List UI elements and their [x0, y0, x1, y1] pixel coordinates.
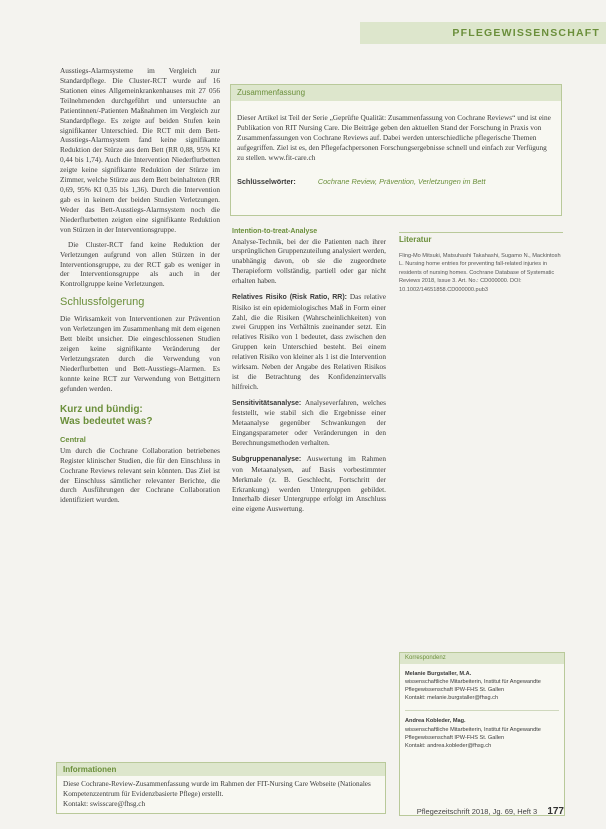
glossary-entry-subgroup: [232, 454, 386, 514]
glossary-definition-central: Um durch die Cochrane Collaboration betriebenes Register klinischer Studien, die für den Einschluss in Cochrane Reviews relevant sein könnten. Das Ziel ist der Einschluss sämtlicher relevanter Berichte, die durch Ausführungen der Cochrane Collaboration identifiziert wurden.: [60, 445, 220, 505]
literature-heading: Literatur: [399, 235, 432, 244]
left-column: [60, 66, 220, 510]
correspondence-name: Melanie Burgstaller, M.A.: [405, 671, 472, 677]
body-paragraph-results: Ausstiegs-Alarmsysteme im Vergleich zur Standardpflege. Die Cluster-RCT wurde auf 16 Stationen eines Allgemeinkrankenhauses mit 27 056 Teilnehmenden durchgeführt und untersuchte an Patientinnen/-Patienten Maßnahmen im Vergleich zur Standardpflege. Es zeigte auf beiden Stufen kein signifikanter Unterschied. Die RCT mit dem Bett-Ausstiegs-Alarmsystem fand keine signifikante Reduktion der Stürze aus dem Bett (RR 0,88, 95% KI 0,44 bis 1,74). Auch die Intervention Niederflurbetten zeigte keine signifikante Reduktion der Stürze im Zimmer, welche Stürze aus dem Bett beinhalteten (RR 0,69, 95% KI 0,35 bis 1,36). Durch die Intervention gab es in keinem der beiden Studien Verletzungen. Weder das Bett-Ausstiegs-Alarmsystem noch die Niederflurbetten zeigten eine signifikante Reduktion von Stürzen in der Interventionsgruppe.: [60, 66, 220, 234]
summary-box-title: Zusammenfassung: [231, 85, 561, 101]
correspondence-entry: [400, 664, 564, 702]
glossary-definition-sensitivity: Analyseverfahren, welches feststellt, wie stabil sich die Ergebnisse einer Metaanalyse gegenüber Schwankungen der Eingangsparameter oder Veränderungen in den Berechnungsmethoden verhalten.: [232, 397, 387, 448]
information-heading: Informationen: [57, 763, 385, 776]
correspondence-affiliation: wissenschaftliche Mitarbeiterin, Institut für Angewandte Pflegewissenschaft IPW-FHS St. Gallen: [405, 679, 541, 694]
keywords-label: Schlüsselwörter:: [237, 176, 296, 186]
correspondence-name: Andrea Kobleder, Mag.: [405, 718, 466, 725]
correspondence-contact: Kontakt: andrea.kobleder@fhsg.ch: [405, 742, 492, 749]
literature-box: [399, 232, 563, 343]
glossary-definition-subgroup: Auswertung im Rahmen von Metaanalysen, auf Basis vorbestimmter Merkmale (z. B. Geschlecht, Fortschritt der Erkrankung) werden Untergruppen gebildet. Innerhalb dieser Untergruppe erfolgt im Anschluss eine eigene Auswertung.: [232, 454, 386, 514]
glossary-entry-sensitivity: [232, 398, 386, 448]
summary-box-text: Dieser Artikel ist Teil der Serie „Geprüfte Qualität: Zusammenfassung von Cochrane Reviews“ und ist eine Publikation von RIT Nursing Care. Die Beiträge geben den aktuellen Stand der Forschung in Praxis von Zusammenfassungen von Cochrane Reviews auf. Dabei werden unterschiedliche pflegerische Themen aufgegriffen. Ziel ist es, den Pflegefachpersonen Forschungsergebnisse schnell und einfach zur Verfügung zu stellen. www.fit-care.ch: [237, 113, 551, 162]
keywords-value: Cochrane Review, Prävention, Verletzungen im Bett: [317, 176, 486, 186]
correspondence-contact: Kontakt: melanie.burgstaller@fhsg.ch: [405, 695, 499, 702]
glossary-term-sensitivity: Sensitivitätsanalyse:: [232, 399, 302, 407]
glossary-definition-rr: Das relative Risiko ist ein epidemiologisches Maß in Form einer Zahl, die die Risiken (Wahrscheinlichkeiten) von zwei Gruppen ins Verhältnis zueinander setzt. Ein relatives Risiko von 1 bedeutet, dass zwischen den Gruppen kein Unterschied besteht. Bei einem relativen Risiko von kleiner als 1 ist die Intervention wirksam. Neben der Angabe des Relativen Risikos ist die Betrachtung des Konfidenzintervalls hilfreich.: [232, 292, 386, 392]
glossary-term-rr: Relatives Risiko (Risk Ratio, RR):: [232, 294, 348, 302]
information-box: [56, 762, 386, 814]
keywords-row: [237, 177, 555, 186]
information-contact: Kontakt: swisscare@fhsg.ch: [63, 799, 146, 808]
glossary-entry-rr: [232, 292, 386, 392]
conclusion-paragraph: Die Wirksamkeit von Interventionen zur Prävention von Verletzungen im Zusammenhang mit dem eigenen Bett bleibt unsicher. Die eingeschlossenen Studien zeigen keine signifikante Veränderung der Verletzungsraten durch die Verwendung von Niederflurbetten und Bett-Ausstiegs-Alarmen. Es konnte keine RCT zur Verwendung von Bettgittern gefunden werden.: [60, 314, 220, 393]
correspondence-affiliation: wissenschaftliche Mitarbeiterin, Institut für Angewandte Pflegewissenschaft IPW-FHS St. Gallen: [405, 726, 541, 741]
conclusion-heading: Schlussfolgerung: [60, 296, 145, 309]
correspondence-heading: Korrespondenz: [400, 653, 564, 664]
glossary-heading-line2: Was bedeutet was?: [60, 416, 153, 428]
glossary-entry-itt: [232, 226, 386, 286]
middle-column: [232, 226, 386, 520]
correspondence-box: [399, 652, 565, 816]
glossary-definition-itt: Analyse-Technik, bei der die Patienten nach ihrer ursprünglichen Gruppenzuteilung analysiert werden, unabhängig davon, ob sie die zugeordnete Therapieform vollständig, partiell oder gar nicht erhalten haben.: [232, 236, 386, 286]
section-header: PFLEGEWISSENSCHAFT: [452, 27, 600, 39]
page-footer: [390, 806, 564, 817]
glossary-term-central: Central: [60, 434, 86, 444]
information-body: Diese Cochrane-Review-Zusammenfassung wurde im Rahmen der FIT-Nursing Care Webseite (Nationales Kompetenzzentrum für Evidenzbasierte Pflege) erstellt.: [63, 780, 371, 798]
literature-reference: Fling-Mo Mitsuki, Matsuhashi Takahashi, Sugamo N., Mackintosh L. Nursing home entries for preventing fall-related injuries in residents of nursing homes. Cochrane Database of Systematic Reviews 2018, Issue 3. Art. No.: CD000000. DOI: 10.1002/14651858.CD000000.pub3: [399, 253, 561, 293]
journal-citation: Pflegezeitschrift 2018, Jg. 69, Heft 3: [416, 807, 538, 816]
page-number: 177: [547, 806, 564, 817]
glossary-heading-line1: Kurz und bündig:: [60, 403, 143, 415]
summary-box: [230, 84, 562, 216]
glossary-heading: [60, 404, 220, 429]
correspondence-entry: [400, 711, 564, 749]
information-text: [57, 776, 385, 809]
glossary-term-itt: Intention-to-treat-Analyse: [232, 228, 318, 235]
body-paragraph-injuries: Die Cluster-RCT fand keine Reduktion der Verletzungen aufgrund von allen Stürzen in der Interventionsgruppe, zu der RCT gab es weniger in der Interventionsgruppe als auch in der Kontrollgruppe keine Verletzungen.: [60, 239, 220, 289]
glossary-term-subgroup: Subgruppenanalyse:: [232, 456, 302, 464]
